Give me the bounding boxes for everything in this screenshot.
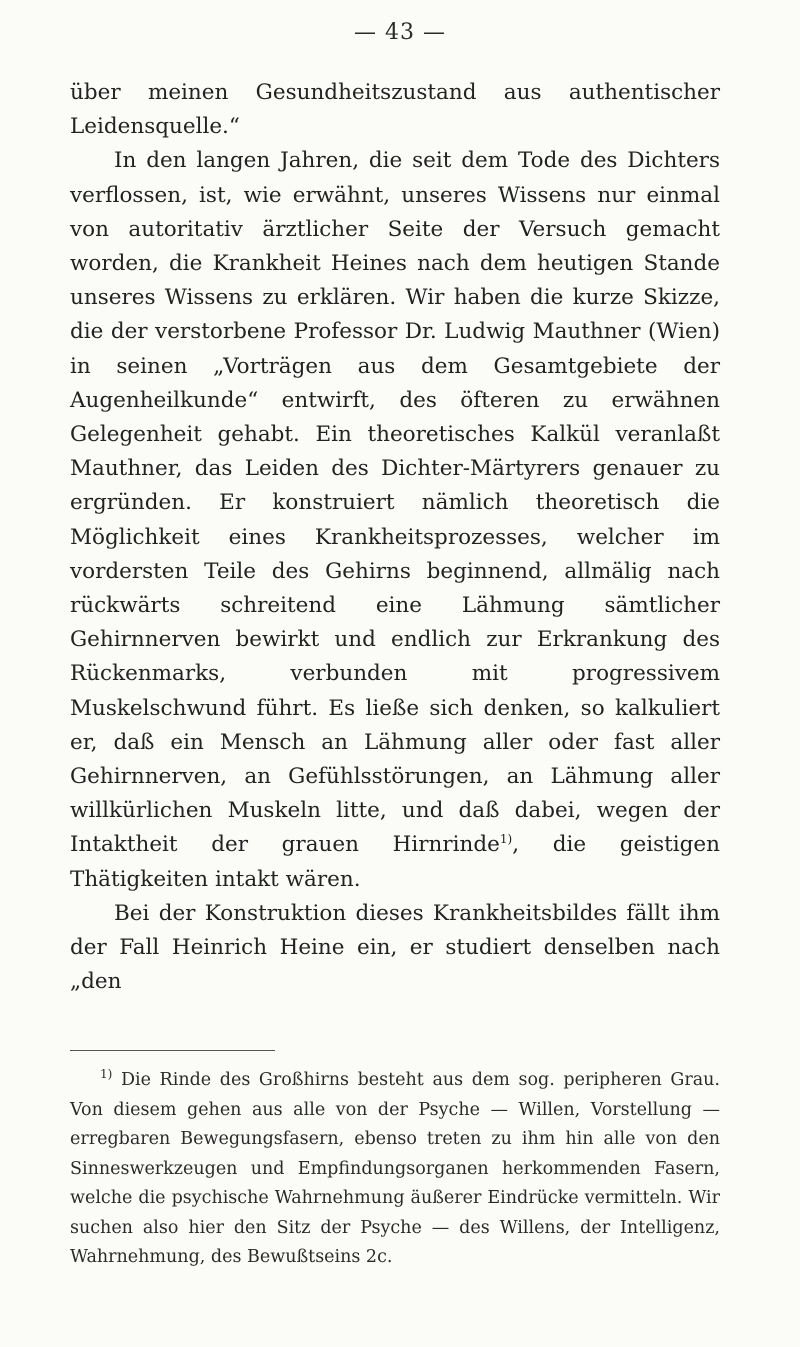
- paragraph-continuation: über meinen Gesundheitszustand aus authentischer Leidensquelle.“: [70, 80, 720, 140]
- page-number: — 43 —: [354, 20, 446, 45]
- paragraph-mauthner: [70, 144, 720, 896]
- footnote-divider: [70, 1050, 275, 1051]
- paragraph-mauthner-end: , die geistigen Thätigkeiten intakt wären.: [70, 832, 720, 892]
- footnote-1-text: Die Rinde des Großhirns besteht aus dem sog. peripheren Grau. Von diesem gehen aus alle von der Psyche — Willen, Vorstellung — erregbaren Bewegungsfasern, ebenso treten zu ihm hin alle von den Sinneswerkzeugen und Empfindungsorganen herkommenden Fasern, welche die psychische Wahrnehmung äußerer Eindrücke vermitteln. Wir suchen also hier den Sitz der Psyche — des Willens, der Intelligenz, Wahrnehmung, des Bewußtseins 2c.: [70, 1070, 720, 1267]
- paragraph-mauthner-text: In den langen Jahren, die seit dem Tode des Dichters verflossen, ist, wie erwähnt, unseres Wissens nur einmal von autoritativ ärztlicher Seite der Versuch gemacht worden, die Krankheit Heines nach dem heutigen Stande unseres Wissens zu erklären. Wir haben die kurze Skizze, die der verstorbene Professor Dr. Ludwig Mauthner (Wien) in seinen „Vorträgen aus dem Gesamtgebiete der Augenheilkunde“ entwirft, des öfteren zu erwähnen Gelegenheit gehabt. Ein theoretisches Kalkül veranlaßt Mauthner, das Leiden des Dichter-Märtyrers genauer zu ergründen. Er konstruiert nämlich theoretisch die Möglichkeit eines Krankheitsprozesses, welcher im vordersten Teile des Gehirns beginnend, allmälig nach rückwärts schreitend eine Lähmung sämtlicher Gehirnnerven bewirkt und endlich zur Erkrankung des Rückenmarks, verbunden mit progressivem Muskelschwund führt. Es ließe sich denken, so kalkuliert er, daß ein Mensch an Lähmung aller oder fast aller Gehirnnerven, an Gefühlsstörungen, an Lähmung aller willkürlichen Muskeln litte, und daß dabei, wegen der Intaktheit der grauen Hirnrinde: [70, 148, 720, 858]
- footnote-1: [70, 1066, 720, 1273]
- footnotes: [70, 1066, 720, 1273]
- footnote-marker: 1): [100, 1067, 113, 1082]
- paragraph-construction: Bei der Konstruktion dieses Krankheitsbildes fällt ihm der Fall Heinrich Heine ein, er studiert denselben nach „den: [70, 900, 720, 995]
- footnote-reference: 1): [499, 832, 513, 847]
- main-text: [70, 76, 720, 999]
